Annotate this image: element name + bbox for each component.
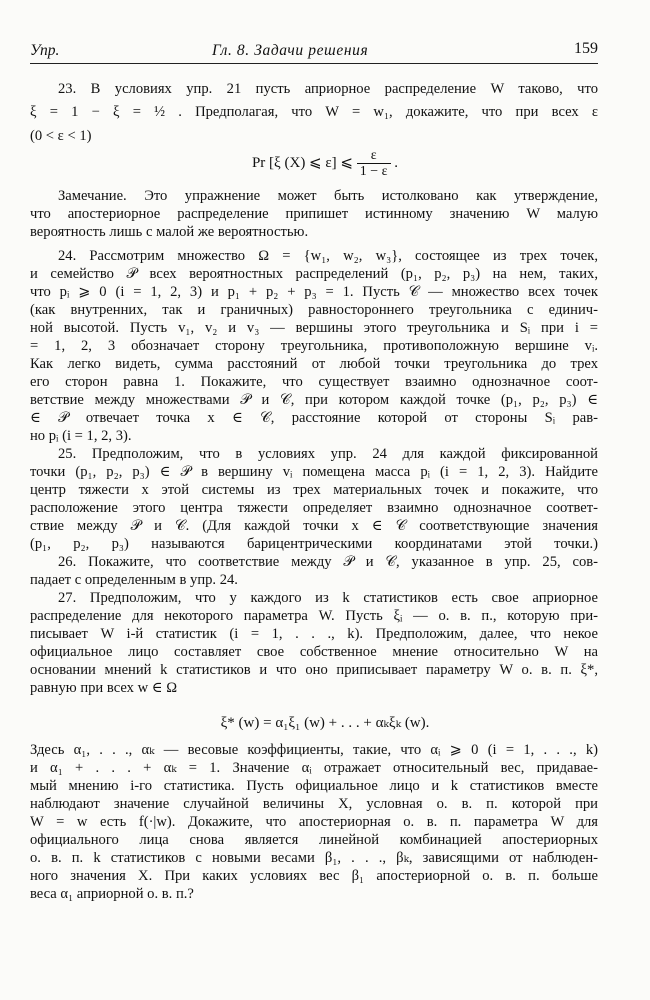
formula-1-end: . bbox=[394, 154, 399, 171]
running-header bbox=[30, 40, 598, 62]
text-line: что апостериорное распределение припишет истинному значению W малую bbox=[30, 206, 598, 222]
formula-2: ξ* (w) = α₁ξ₁ (w) + . . . + αₖξₖ (w). bbox=[220, 715, 430, 731]
text-line: центр тяжести x этой системы из трех материальных точек и покажите, что bbox=[30, 482, 598, 498]
page-number: 159 bbox=[574, 40, 598, 57]
formula-1-denominator: 1 − ε bbox=[357, 163, 391, 179]
text-line: и семейство 𝒫 всех вероятностных распределений (p₁, p₂, p₃) на нем, таких, bbox=[30, 266, 598, 282]
header-chapter: Гл. 8. Задачи решения bbox=[212, 42, 369, 59]
text-line: что pᵢ ⩾ 0 (i = 1, 2, 3) и p₁ + p₂ + p₃ = 1. Пусть 𝒞 — множество всех точек bbox=[30, 284, 598, 300]
text-line: ∈ 𝒫 отвечает точка x ∈ 𝒞, расстояние которой от стороны Sᵢ рав- bbox=[30, 410, 598, 426]
text-line: W = w есть f(·|w). Докажите, что апостериорная о. в. п. параметра W для bbox=[30, 814, 598, 830]
text-line: Здесь α₁, . . ., αₖ — весовые коэффициенты, такие, что αᵢ ⩾ 0 (i = 1, . . ., k) bbox=[30, 742, 598, 758]
text-line: 27. Предположим, что у каждого из k статистиков есть свое априорное bbox=[58, 590, 598, 606]
formula-1 bbox=[0, 148, 650, 179]
text-line: ветствие между множествами 𝒫 и 𝒞, при котором каждой точке (p₁, p₂, p₃) ∈ bbox=[30, 392, 598, 408]
text-line: Как легко видеть, сумма расстояний от любой точки треугольника до трех bbox=[30, 356, 598, 372]
text-line: о. в. п. k статистиков с новыми весами β₁, . . ., βₖ, зависящими от наблюден- bbox=[30, 850, 598, 866]
text-line: веса α₁ априорной о. в. п.? bbox=[30, 886, 194, 902]
text-line: ной высотой. Пусть v₁, v₂ и v₃ — вершины этого треугольника и Sᵢ при i = bbox=[30, 320, 598, 336]
formula-1-fraction bbox=[357, 148, 391, 179]
text-line: (как внутренних, так и граничных) равностороннего треугольника с единич- bbox=[30, 302, 598, 318]
text-line: 24. Рассмотрим множество Ω = {w₁, w₂, w₃}, состоящее из трех точек, bbox=[58, 248, 598, 264]
text-line: 25. Предположим, что в условиях упр. 24 для каждой фиксированной bbox=[58, 446, 598, 462]
text-line: мый мнению i-го статистика. Пусть официальное лицо и k статистиков вместе bbox=[30, 778, 598, 794]
text-line: ξ = 1 − ξ = ½ . Предполагая, что W = w₁, докажите, что при всех ε bbox=[30, 104, 598, 120]
text-line: 23. В условиях упр. 21 пусть априорное распределение W таково, что bbox=[58, 81, 598, 97]
text-line: равную при всех w ∈ Ω bbox=[30, 680, 178, 696]
text-line: официального лица снова является линейной комбинацией апостериорных bbox=[30, 832, 598, 848]
text-line: основании мнений k статистиков и что оно приписывает параметру W о. в. п. ξ*, bbox=[30, 662, 598, 678]
text-line: и α₁ + . . . + αₖ = 1. Значение αᵢ отражает относительный вес, придавае- bbox=[30, 760, 598, 776]
text-line: распределение для некоторого параметра W. Пусть ξᵢ — о. в. п., которую при- bbox=[30, 608, 598, 624]
text-line: (0 < ε < 1) bbox=[30, 128, 92, 144]
header-rule bbox=[30, 63, 598, 64]
text-line: 26. Покажите, что соответствие между 𝒫 и 𝒞, указанное в упр. 25, сов- bbox=[58, 554, 598, 570]
text-line: ствие между 𝒫 и 𝒞. (Для каждой точки x ∈ 𝒞 соответствующие значения bbox=[30, 518, 598, 534]
formula-1-numerator: ε bbox=[370, 148, 377, 163]
text-line: расположение этого центра тяжести определяет взаимно однозначное соответ- bbox=[30, 500, 598, 516]
text-line: точки (p₁, p₂, p₃) ∈ 𝒫 в вершину vᵢ помещена масса pᵢ (i = 1, 2, 3). Найдите bbox=[30, 464, 598, 480]
text-line: писывает W i-й статистик (i = 1, . . ., k). Предположим, далее, что некое bbox=[30, 626, 598, 642]
text-line: наблюдают значение случайной величины X, условная о. в. п. которой при bbox=[30, 796, 598, 812]
text-line: падает с определенным в упр. 24. bbox=[30, 572, 238, 588]
text-line: ного значения X. При каких условиях вес β₁ апостериорной о. в. п. больше bbox=[30, 868, 598, 884]
text-line: Замечание. Это упражнение может быть истолковано как утверждение, bbox=[58, 188, 598, 204]
header-section: Упр. bbox=[30, 42, 60, 59]
formula-1-lhs: Pr [ξ (X) ⩽ ε] ⩽ bbox=[251, 154, 353, 171]
text-line: официальное лицо составляет свое собственное мнение относительно W на bbox=[30, 644, 598, 660]
text-line: его сторон равна 1. Покажите, что существует взаимно однозначное соот- bbox=[30, 374, 598, 390]
text-line: вероятность лишь с малой же вероятностью. bbox=[30, 224, 309, 240]
text-line: но pᵢ (i = 1, 2, 3). bbox=[30, 428, 132, 444]
text-line: (p₁, p₂, p₃) называются барицентрическими координатами этой точки.) bbox=[30, 536, 598, 552]
text-line: = 1, 2, 3 обозначает сторону треугольника, противоположную вершине vᵢ. bbox=[30, 338, 598, 354]
